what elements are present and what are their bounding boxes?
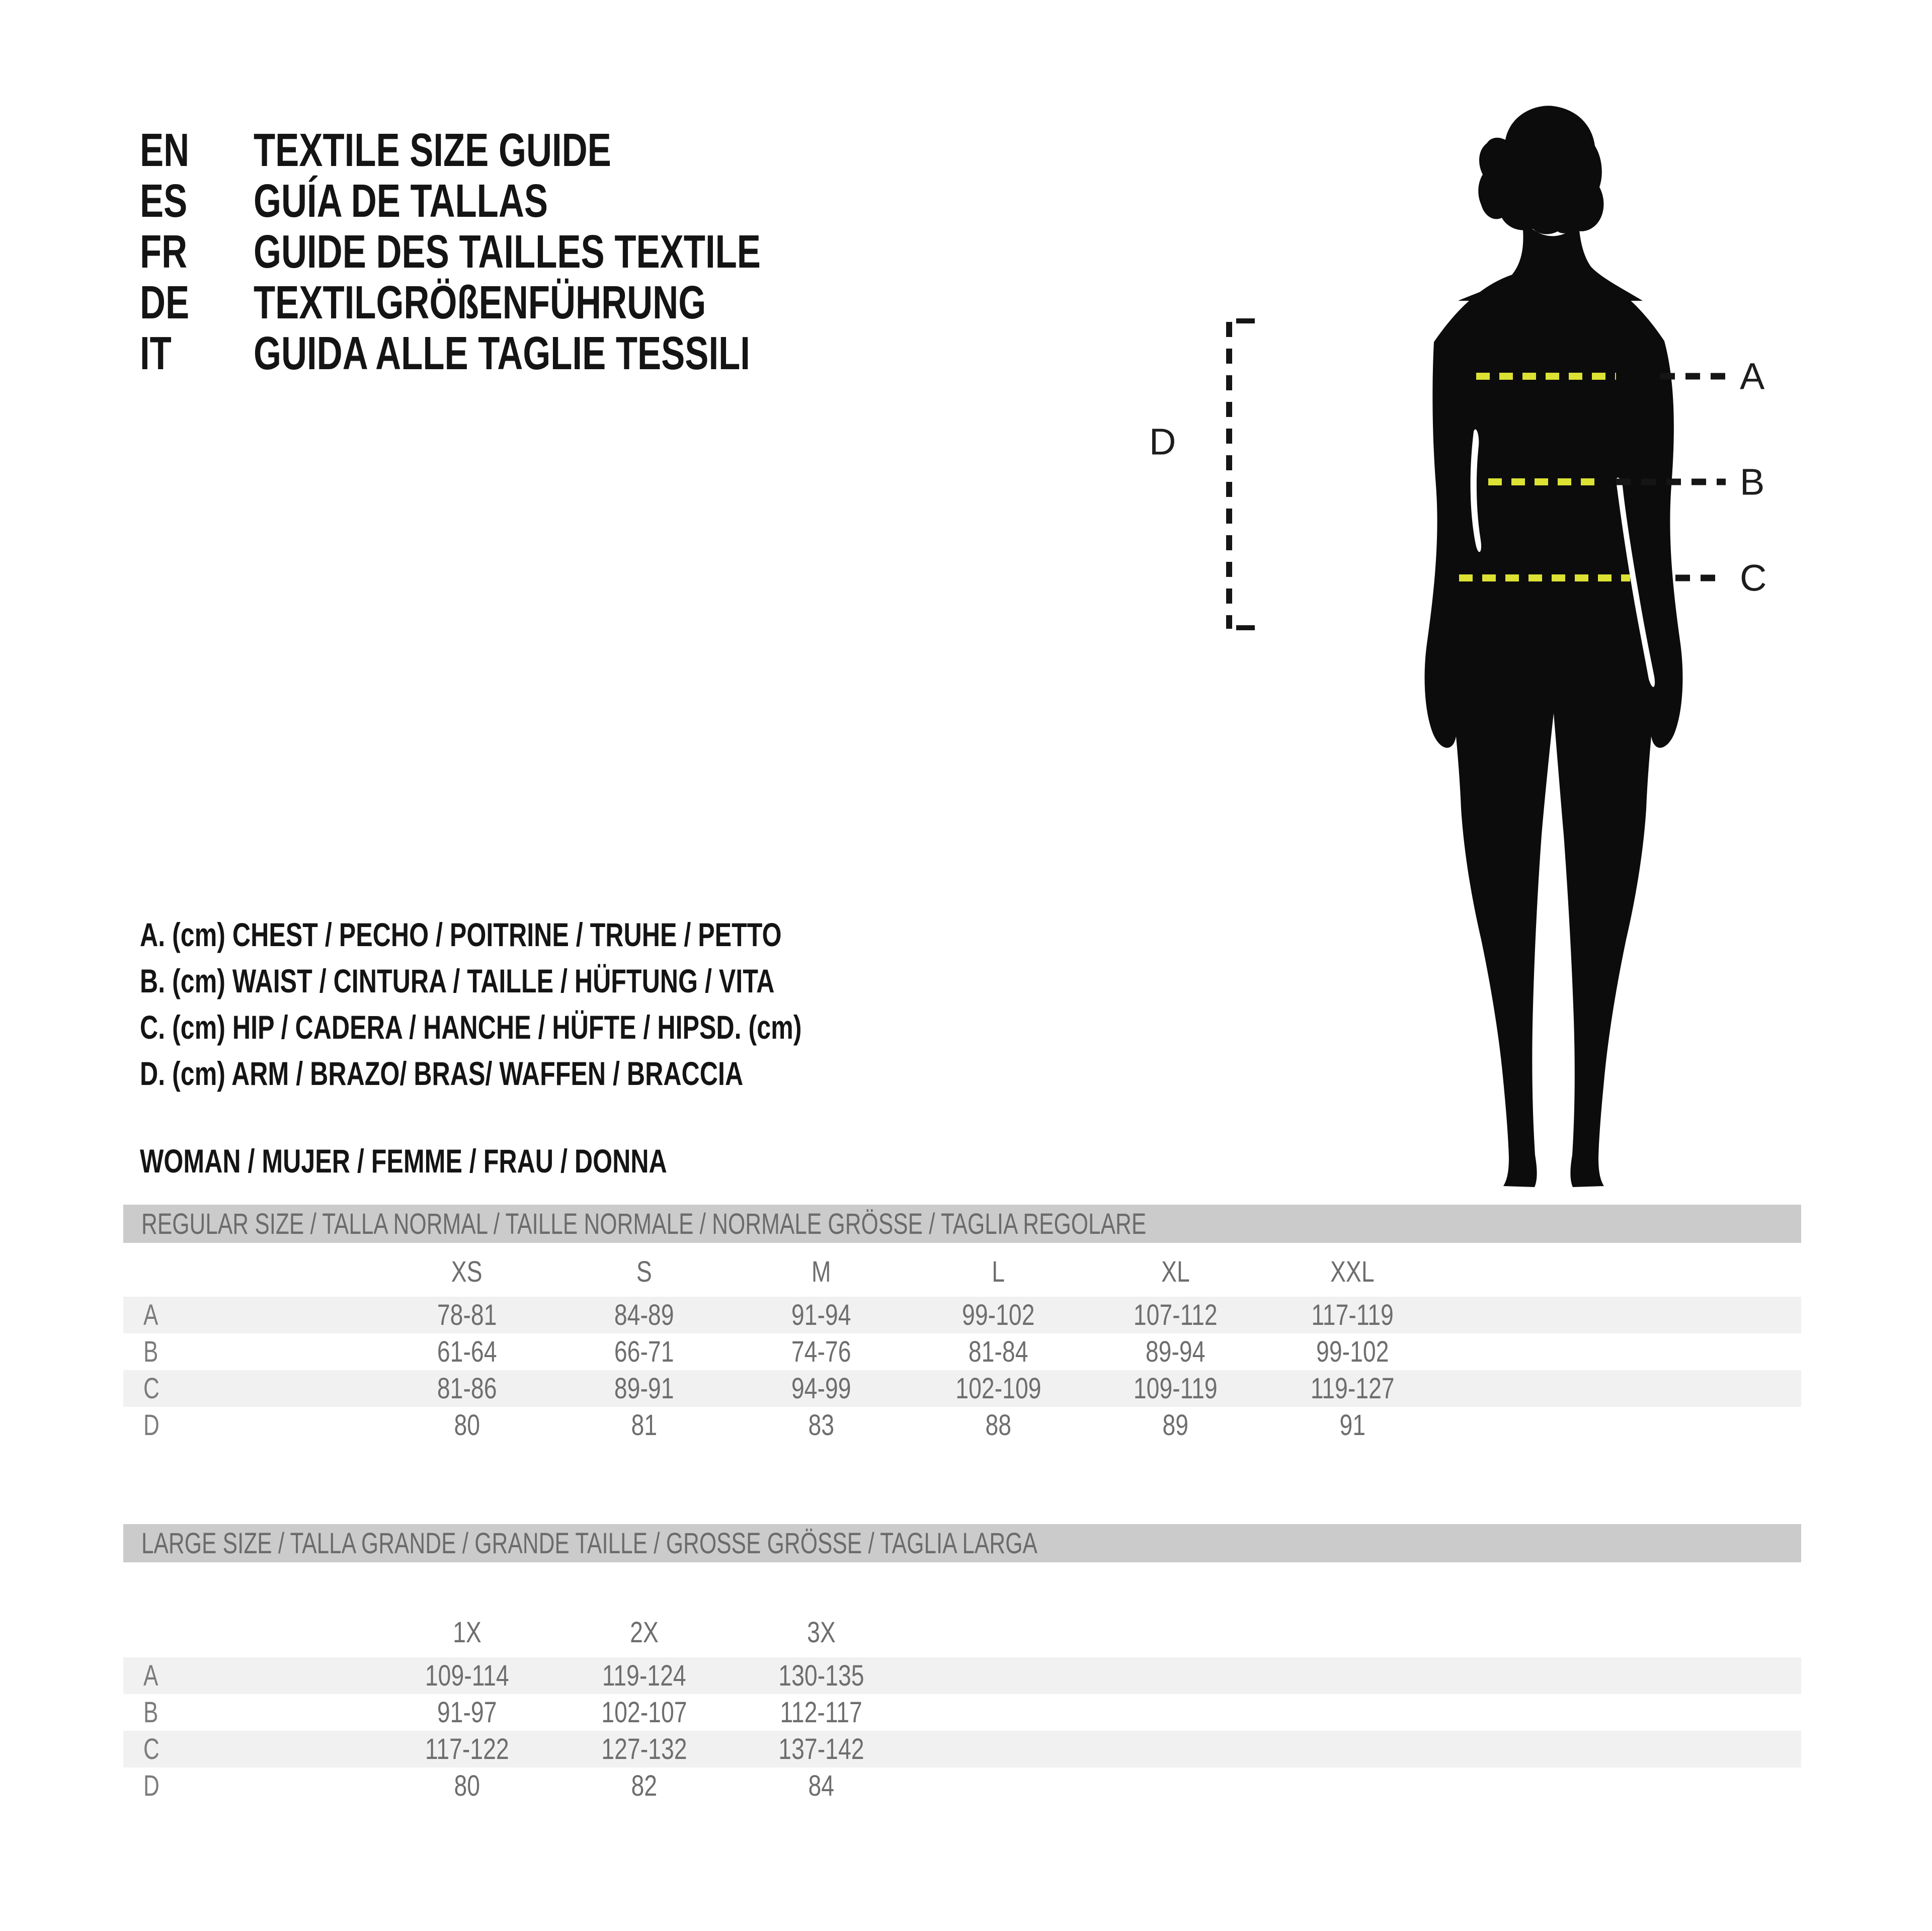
figure-label-chest: A — [1740, 355, 1766, 397]
guide-title: GUÍA DE TALLAS — [254, 175, 548, 227]
size-column-label: S — [636, 1255, 652, 1288]
row-label: A — [143, 1659, 158, 1692]
row-label: C — [143, 1372, 159, 1405]
size-column-label: 1X — [452, 1616, 481, 1649]
large-size-header-bar — [123, 1524, 1801, 1562]
table-row: A 109-114 119-124 130-135 — [123, 1657, 1801, 1694]
language-row — [140, 226, 921, 277]
large-size-columns — [123, 1562, 1801, 1657]
language-row — [140, 277, 921, 328]
size-column-label: 3X — [807, 1616, 836, 1649]
measurement-line-hip: C. (cm) HIP / CADERA / HANCHE / HÜFTE / HIPSD. (cm) — [140, 1009, 802, 1046]
regular-size-columns — [123, 1243, 1801, 1297]
large-size-title: LARGE SIZE / TALLA GRANDE / GRANDE TAILLE / GROSSE GRÖSSE / TAGLIA LARGA — [141, 1527, 1037, 1560]
measurement-line-arm: D. (cm) ARM / BRAZO/ BRAS/ WAFFEN / BRACCIA — [140, 1055, 744, 1092]
language-row — [140, 125, 921, 176]
measurement-line-waist: B. (cm) WAIST / CINTURA / TAILLE / HÜFTUNG / VITA — [140, 962, 775, 999]
figure-label-arm: D — [1149, 421, 1177, 463]
guide-title: TEXTILE SIZE GUIDE — [254, 124, 611, 176]
row-label: B — [143, 1335, 158, 1368]
row-label: B — [143, 1696, 158, 1729]
language-code: FR — [140, 225, 188, 278]
figure-label-hip: C — [1740, 557, 1768, 599]
row-label: D — [143, 1409, 159, 1442]
size-column-label: 2X — [629, 1616, 659, 1649]
table-row: D 80 82 84 — [123, 1768, 1801, 1804]
language-row — [140, 176, 921, 226]
language-code: EN — [140, 124, 190, 176]
measurement-legend — [140, 911, 1011, 1097]
table-row: A 78-81 84-89 91-94 99-102 107-112 117-119 — [123, 1297, 1801, 1333]
figure-label-waist: B — [1740, 461, 1766, 503]
table-row: C 81-86 89-91 94-99 102-109 109-119 119-127 — [123, 1370, 1801, 1407]
language-code: IT — [140, 327, 172, 379]
table-row: C 117-122 127-132 137-142 — [123, 1731, 1801, 1768]
table-row: B 61-64 66-71 74-76 81-84 89-94 99-102 — [123, 1333, 1801, 1370]
regular-size-title: REGULAR SIZE / TALLA NORMAL / TAILLE NORMALE / NORMALE GRÖSSE / TAGLIA REGOLARE — [141, 1207, 1147, 1240]
language-code: DE — [140, 276, 190, 328]
guide-title: GUIDE DES TAILLES TEXTILE — [254, 225, 761, 278]
size-column-label: M — [811, 1255, 831, 1288]
guide-title: TEXTILGRÖßENFÜHRUNG — [254, 276, 706, 328]
row-label: C — [143, 1733, 159, 1766]
woman-silhouette-figure — [1147, 101, 1781, 1187]
silhouette-head — [1478, 106, 1603, 234]
guide-title: GUIDA ALLE TAGLIE TESSILI — [254, 327, 750, 379]
language-code: ES — [140, 175, 188, 227]
size-column-label: XXL — [1330, 1255, 1375, 1288]
silhouette-body — [1425, 268, 1683, 1187]
language-title-list — [140, 125, 921, 379]
size-column-label: XL — [1161, 1255, 1190, 1288]
row-label: A — [143, 1299, 158, 1331]
language-row — [140, 328, 921, 379]
regular-size-header-bar — [123, 1205, 1801, 1243]
gender-line: WOMAN / MUJER / FEMME / FRAU / DONNA — [140, 1142, 667, 1180]
size-column-label: XS — [451, 1255, 482, 1288]
table-row: D 80 81 83 88 89 91 — [123, 1407, 1801, 1444]
size-column-label: L — [992, 1255, 1005, 1288]
table-row: B 91-97 102-107 112-117 — [123, 1694, 1801, 1731]
row-label: D — [143, 1770, 159, 1802]
measurement-line-chest: A. (cm) CHEST / PECHO / POITRINE / TRUHE / PETTO — [140, 916, 782, 953]
